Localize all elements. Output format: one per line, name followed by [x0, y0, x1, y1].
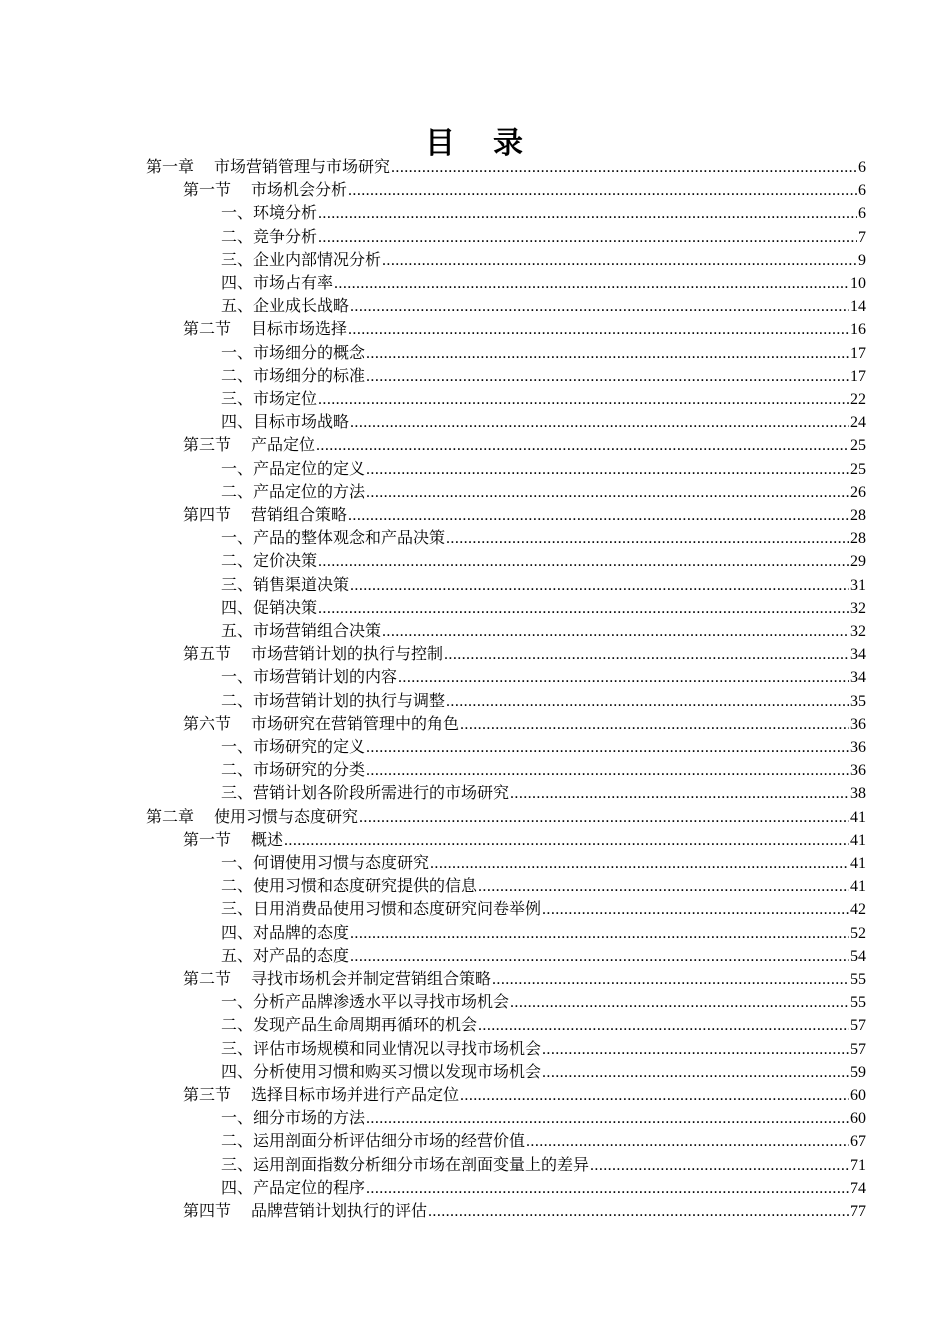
- toc-entry-title: 产品的整体观念和产品决策: [253, 528, 446, 548]
- toc-entry-heading: [221, 596, 317, 619]
- toc-entry-label: 五、: [221, 945, 254, 965]
- toc-entry-page-number: 55: [850, 971, 866, 988]
- toc-entry[interactable]: [146, 805, 866, 828]
- toc-entry-title: 营销组合策略: [251, 505, 348, 524]
- toc-dot-leader: [542, 898, 849, 921]
- toc-entry-heading: [221, 1129, 525, 1152]
- toc-entry-title: 市场研究的分类: [253, 760, 366, 780]
- toc-entry[interactable]: [221, 271, 866, 294]
- toc-entry-title: 市场机会分析: [251, 180, 348, 200]
- toc-entry[interactable]: [221, 596, 866, 619]
- toc-entry[interactable]: [221, 921, 866, 944]
- toc-entry-heading: [183, 1199, 427, 1222]
- toc-entry-heading: [221, 1153, 589, 1176]
- toc-entry[interactable]: [183, 503, 866, 526]
- toc-entry-title: 概述: [251, 829, 284, 849]
- toc-entry-title: 市场营销计划的执行与调整: [253, 690, 446, 710]
- toc-entry-page-number: 60: [850, 1087, 866, 1104]
- toc-entry-title: 细分市场的方法: [253, 1108, 366, 1128]
- toc-entry-heading: [183, 503, 347, 526]
- toc-entry-page-number: 34: [850, 646, 866, 664]
- toc-entry-heading: [221, 225, 317, 248]
- toc-entry-label: 第二节: [183, 319, 232, 339]
- toc-dot-leader: [430, 852, 849, 875]
- toc-entry-heading: [221, 201, 317, 224]
- toc-dot-leader: [350, 574, 849, 597]
- toc-dot-leader: [460, 1084, 849, 1107]
- toc-dot-leader: [316, 434, 849, 457]
- toc-dot-leader: [542, 1038, 849, 1061]
- toc-entry-label: 第四节: [183, 1201, 232, 1220]
- toc-entry-page-number: 32: [850, 623, 866, 640]
- toc-entry-title: 何谓使用习惯与态度研究: [253, 853, 430, 872]
- toc-dot-leader: [478, 875, 849, 898]
- toc-entry[interactable]: [221, 480, 866, 503]
- toc-entry-title: 目标市场选择: [251, 319, 348, 339]
- toc-entry-title: 使用习惯和态度研究提供的信息: [253, 876, 478, 896]
- toc-entry-label: 二、: [221, 365, 254, 385]
- toc-entry-page-number: 24: [850, 414, 866, 432]
- toc-entry[interactable]: [221, 1176, 866, 1199]
- toc-entry-heading: [221, 1176, 365, 1199]
- toc-entry-heading: [221, 410, 349, 433]
- toc-entry-heading: [221, 1013, 477, 1036]
- toc-entry[interactable]: [221, 1106, 866, 1129]
- toc-entry-page-number: 41: [850, 878, 866, 896]
- toc-entry-heading: [221, 549, 317, 572]
- toc-dot-leader: [542, 1061, 849, 1084]
- toc-entry[interactable]: [221, 735, 866, 758]
- toc-entry-title: 竞争分析: [253, 226, 318, 246]
- toc-entry-heading: [221, 248, 381, 271]
- toc-entry[interactable]: [183, 828, 866, 851]
- toc-entry-label: 三、: [221, 783, 254, 803]
- toc-entry-title: 运用剖面指数分析细分市场在剖面变量上的差异: [253, 1154, 590, 1174]
- toc-entry-label: 第一章: [146, 157, 195, 176]
- toc-dot-leader: [350, 945, 849, 968]
- toc-entry-page-number: 36: [850, 739, 866, 756]
- toc-dot-leader: [444, 643, 849, 666]
- toc-entry-page-number: 22: [850, 391, 866, 408]
- toc-entry-page-number: 41: [850, 855, 866, 872]
- toc-title-char-1: 目: [425, 126, 457, 161]
- toc-dot-leader: [510, 991, 849, 1014]
- toc-entry-page-number: 54: [850, 947, 866, 965]
- toc-entry-heading: [183, 642, 443, 665]
- toc-dot-leader: [478, 1014, 849, 1037]
- toc-entry[interactable]: [183, 967, 866, 990]
- toc-entry[interactable]: [221, 944, 866, 967]
- toc-entry-title: 评估市场规模和同业情况以寻找市场机会: [253, 1038, 542, 1058]
- toc-entry-title: 市场营销计划的内容: [253, 667, 398, 687]
- toc-entry-heading: [221, 921, 349, 944]
- toc-entry-label: 三、: [221, 899, 254, 919]
- toc-entry-heading: [183, 828, 283, 851]
- toc-entry[interactable]: [221, 248, 866, 271]
- toc-entry-title: 产品定位: [251, 435, 316, 455]
- toc-entry[interactable]: [221, 781, 866, 804]
- toc-entry[interactable]: [221, 387, 866, 410]
- toc-entry[interactable]: [221, 1129, 866, 1152]
- toc-dot-leader: [366, 481, 849, 504]
- toc-entry-page-number: 6: [858, 159, 866, 176]
- toc-entry-title: 日用消费品使用习惯和态度研究问卷举例: [253, 899, 542, 919]
- toc-dot-leader: [428, 1200, 849, 1223]
- toc-entry-heading: [221, 1106, 365, 1129]
- toc-entry[interactable]: [183, 317, 866, 340]
- toc-entry-label: 四、: [221, 597, 254, 617]
- toc-entry-page-number: 38: [850, 785, 866, 803]
- toc-entry-label: 一、: [221, 458, 254, 478]
- toc-entry[interactable]: [183, 178, 866, 201]
- toc-entry-heading: [146, 805, 358, 828]
- toc-entry-heading: [221, 1037, 541, 1060]
- toc-entry-label: 三、: [221, 249, 254, 269]
- toc-entry-label: 一、: [221, 203, 254, 223]
- toc-dot-leader: [460, 713, 849, 736]
- toc-entry-label: 二、: [221, 226, 254, 246]
- toc-entry-title: 企业成长战略: [253, 296, 350, 316]
- toc-entry-label: 四、: [221, 922, 254, 942]
- toc-entry-label: 第四节: [183, 505, 232, 524]
- toc-entry-heading: [183, 317, 347, 340]
- toc-dot-leader: [446, 690, 849, 713]
- toc-entry-title: 选择目标市场并进行产品定位: [251, 1085, 460, 1104]
- toc-entry-page-number: 14: [850, 298, 866, 316]
- toc-entry-heading: [183, 178, 347, 201]
- toc-entry-heading: [221, 665, 397, 688]
- toc-entry-heading: [221, 387, 317, 410]
- toc-entry-title: 促销决策: [253, 597, 318, 617]
- toc-title-char-2: 录: [493, 126, 525, 161]
- toc-entry[interactable]: [183, 433, 866, 456]
- toc-entry-label: 四、: [221, 412, 254, 432]
- toc-entry-page-number: 26: [850, 483, 866, 501]
- toc-entry-title: 市场定位: [253, 389, 318, 408]
- toc-entry-heading: [221, 781, 509, 804]
- toc-entry-label: 三、: [221, 1154, 254, 1174]
- toc-entry-label: 五、: [221, 621, 254, 640]
- toc-entry-heading: [146, 155, 390, 178]
- toc-entry-label: 第二章: [146, 806, 195, 826]
- toc-dot-leader: [348, 504, 849, 527]
- toc-entry-page-number: 52: [850, 924, 866, 942]
- toc-entry-label: 二、: [221, 1015, 254, 1035]
- toc-entry-heading: [221, 944, 349, 967]
- toc-entry-title: 目标市场战略: [253, 412, 350, 432]
- toc-dot-leader: [359, 806, 849, 829]
- toc-dot-leader: [366, 342, 849, 365]
- toc-entry[interactable]: [221, 897, 866, 920]
- toc-entry-page-number: 10: [850, 275, 866, 292]
- toc-dot-leader: [382, 620, 849, 643]
- toc-dot-leader: [318, 550, 849, 573]
- toc-dot-leader: [366, 759, 849, 782]
- toc-entry-label: 二、: [221, 551, 254, 571]
- toc-entry[interactable]: [221, 526, 866, 549]
- toc-entry[interactable]: [221, 225, 866, 248]
- toc-entry-title: 定价决策: [253, 551, 318, 571]
- toc-entry-heading: [221, 851, 429, 874]
- toc-entry[interactable]: [221, 457, 866, 480]
- toc-dot-leader: [348, 179, 857, 202]
- toc-entry-page-number: 28: [850, 530, 866, 548]
- toc-entry-heading: [221, 689, 445, 712]
- toc-entry-page-number: 32: [850, 599, 866, 617]
- toc-entry[interactable]: [221, 410, 866, 433]
- toc-entry[interactable]: [221, 201, 866, 224]
- toc-entry[interactable]: [146, 155, 866, 178]
- toc-entry-label: 二、: [221, 690, 254, 710]
- toc-entry[interactable]: [221, 364, 866, 387]
- toc-entry-title: 发现产品生命周期再循环的机会: [253, 1015, 478, 1035]
- toc-entry-heading: [221, 897, 541, 920]
- toc-entry-label: 第一节: [183, 829, 232, 849]
- toc-entry[interactable]: [183, 1083, 866, 1106]
- toc-entry-heading: [183, 967, 491, 990]
- toc-entry-page-number: 6: [858, 182, 866, 200]
- toc-entry-title: 分析产品牌渗透水平以寻找市场机会: [253, 992, 510, 1012]
- toc-entry-page-number: 60: [850, 1110, 866, 1128]
- toc-entry-label: 三、: [221, 389, 254, 408]
- toc-entry-title: 产品定位的方法: [253, 481, 366, 501]
- toc-dot-leader: [366, 1177, 849, 1200]
- toc-entry-heading: [221, 364, 365, 387]
- toc-entry-heading: [183, 712, 459, 735]
- toc-entry-page-number: 67: [850, 1133, 866, 1151]
- toc-entry-label: 三、: [221, 1038, 254, 1058]
- toc-entry-label: 第五节: [183, 644, 232, 664]
- toc-dot-leader: [526, 1130, 849, 1153]
- toc-entry-label: 第三节: [183, 435, 232, 455]
- toc-dot-leader: [350, 295, 849, 318]
- toc-entry-page-number: 25: [850, 437, 866, 455]
- toc-entry-heading: [183, 433, 315, 456]
- toc-entry[interactable]: [221, 1060, 866, 1083]
- toc-entry-label: 一、: [221, 1108, 254, 1128]
- toc-entry-title: 环境分析: [253, 203, 318, 223]
- toc-entry-title: 市场占有率: [253, 273, 334, 292]
- toc-entry[interactable]: [221, 851, 866, 874]
- toc-entry-label: 四、: [221, 273, 254, 292]
- toc-entry-page-number: 41: [850, 808, 866, 826]
- toc-entry-heading: [221, 341, 365, 364]
- toc-dot-leader: [284, 829, 849, 852]
- toc-entry-title: 市场营销组合决策: [253, 621, 382, 640]
- toc-dot-leader: [391, 156, 857, 179]
- toc-entry-label: 一、: [221, 853, 254, 872]
- toc-entry-heading: [221, 1060, 541, 1083]
- toc-entry[interactable]: [221, 294, 866, 317]
- toc-dot-leader: [492, 968, 849, 991]
- toc-entry[interactable]: [221, 549, 866, 572]
- toc-entry-label: 第六节: [183, 713, 232, 733]
- toc-dot-leader: [398, 666, 849, 689]
- toc-entry-page-number: 36: [850, 715, 866, 733]
- toc-dot-leader: [446, 527, 849, 550]
- toc-entry-label: 四、: [221, 1177, 254, 1197]
- toc-entry-page-number: 74: [850, 1179, 866, 1197]
- toc-entry-label: 第二节: [183, 969, 232, 988]
- toc-entry[interactable]: [221, 758, 866, 781]
- toc-entry-page-number: 17: [850, 344, 866, 362]
- toc-dot-leader: [350, 411, 849, 434]
- toc-entry-label: 五、: [221, 296, 254, 316]
- toc-entry-title: 市场营销管理与市场研究: [214, 157, 391, 176]
- toc-entry-title: 营销计划各阶段所需进行的市场研究: [253, 783, 510, 803]
- toc-entry-heading: [183, 1083, 459, 1106]
- toc-dot-leader: [318, 202, 857, 225]
- toc-entry-heading: [221, 294, 349, 317]
- toc-entry-label: 一、: [221, 342, 254, 362]
- toc-entry-page-number: 57: [850, 1017, 866, 1035]
- toc-entry-page-number: 28: [850, 507, 866, 524]
- toc-entry[interactable]: [221, 573, 866, 596]
- toc-entry-title: 产品定位的程序: [253, 1177, 366, 1197]
- toc-entry-title: 企业内部情况分析: [253, 249, 382, 269]
- toc-dot-leader: [318, 597, 849, 620]
- toc-entry-page-number: 71: [850, 1156, 866, 1174]
- toc-entry-label: 一、: [221, 667, 254, 687]
- toc-entry-label: 二、: [221, 1131, 254, 1151]
- toc-entry-heading: [221, 874, 477, 897]
- toc-entry-label: 四、: [221, 1061, 254, 1081]
- toc-entry-title: 销售渠道决策: [253, 574, 350, 594]
- toc-entry[interactable]: [183, 1199, 866, 1222]
- toc-entry-page-number: 55: [850, 994, 866, 1012]
- toc-entry-label: 三、: [221, 574, 254, 594]
- toc-entry-label: 一、: [221, 737, 254, 756]
- toc-dot-leader: [590, 1154, 849, 1177]
- toc-dot-leader: [350, 922, 849, 945]
- toc-entry-title: 对产品的态度: [253, 945, 350, 965]
- toc-entry-title: 市场研究在营销管理中的角色: [251, 713, 460, 733]
- toc-entry-title: 对品牌的态度: [253, 922, 350, 942]
- toc-dot-leader: [348, 318, 849, 341]
- toc-entry-title: 寻找市场机会并制定营销组合策略: [251, 969, 492, 988]
- toc-entry-page-number: 57: [850, 1040, 866, 1058]
- toc-entry-heading: [221, 480, 365, 503]
- toc-entry-heading: [221, 758, 365, 781]
- toc-entry[interactable]: [221, 1037, 866, 1060]
- toc-entry-title: 市场细分的概念: [253, 342, 366, 362]
- toc-entry-page-number: 41: [850, 831, 866, 849]
- toc-entry-label: 二、: [221, 876, 254, 896]
- toc-entry-heading: [221, 457, 365, 480]
- toc-entry-page-number: 36: [850, 762, 866, 780]
- toc-entry-page-number: 17: [850, 367, 866, 385]
- toc-entry-heading: [221, 271, 333, 294]
- toc-entry-page-number: 77: [850, 1203, 866, 1220]
- toc-dot-leader: [366, 736, 849, 759]
- toc-entry-page-number: 25: [850, 460, 866, 478]
- toc-entry-label: 第一节: [183, 180, 232, 200]
- toc-entry-label: 一、: [221, 992, 254, 1012]
- toc-entry[interactable]: [221, 874, 866, 897]
- toc-entry-heading: [221, 990, 509, 1013]
- toc-entry[interactable]: [221, 990, 866, 1013]
- toc-entry-title: 产品定位的定义: [253, 458, 366, 478]
- toc-entry[interactable]: [183, 642, 866, 665]
- toc-dot-leader: [366, 1107, 849, 1130]
- toc-dot-leader: [510, 782, 849, 805]
- toc-entry-page-number: 16: [850, 321, 866, 339]
- toc-entry[interactable]: [183, 712, 866, 735]
- toc-entry[interactable]: [221, 1013, 866, 1036]
- toc-dot-leader: [366, 365, 849, 388]
- toc-entry-page-number: 7: [858, 228, 866, 246]
- toc-entry-page-number: 9: [858, 251, 866, 269]
- toc-entry-title: 市场营销计划的执行与控制: [251, 644, 444, 664]
- toc-entry-title: 运用剖面分析评估细分市场的经营价值: [253, 1131, 526, 1151]
- toc-entry-heading: [221, 526, 445, 549]
- toc-entry-page-number: 59: [850, 1063, 866, 1081]
- toc-entry-page-number: 31: [850, 576, 866, 594]
- toc-entry[interactable]: [221, 665, 866, 688]
- toc-entry-label: 一、: [221, 528, 254, 548]
- toc-entry-heading: [221, 735, 365, 758]
- toc-entry-heading: [221, 619, 381, 642]
- toc-entry-page-number: 29: [850, 553, 866, 571]
- toc-dot-leader: [382, 249, 857, 272]
- toc-entry-title: 市场研究的定义: [253, 737, 366, 756]
- toc-dot-leader: [366, 458, 849, 481]
- toc-entry-page-number: 42: [850, 901, 866, 919]
- toc-entry[interactable]: [221, 341, 866, 364]
- toc-entry-label: 二、: [221, 481, 254, 501]
- toc-entry-label: 二、: [221, 760, 254, 780]
- toc-entry-page-number: 35: [850, 692, 866, 710]
- toc-entry-heading: [221, 573, 349, 596]
- toc-entry-title: 分析使用习惯和购买习惯以发现市场机会: [253, 1061, 542, 1081]
- toc-entry-title: 市场细分的标准: [253, 365, 366, 385]
- toc-dot-leader: [318, 226, 857, 249]
- toc-entry[interactable]: [221, 619, 866, 642]
- toc-entry[interactable]: [221, 1153, 866, 1176]
- toc-entry-title: 品牌营销计划执行的评估: [251, 1201, 428, 1220]
- toc-entry-label: 第三节: [183, 1085, 232, 1104]
- toc-entry-page-number: 6: [858, 205, 866, 223]
- toc-entry-title: 使用习惯与态度研究: [214, 806, 359, 826]
- toc-dot-leader: [318, 388, 849, 411]
- toc-entry-page-number: 34: [850, 669, 866, 687]
- toc-entry[interactable]: [221, 689, 866, 712]
- toc-dot-leader: [334, 272, 849, 295]
